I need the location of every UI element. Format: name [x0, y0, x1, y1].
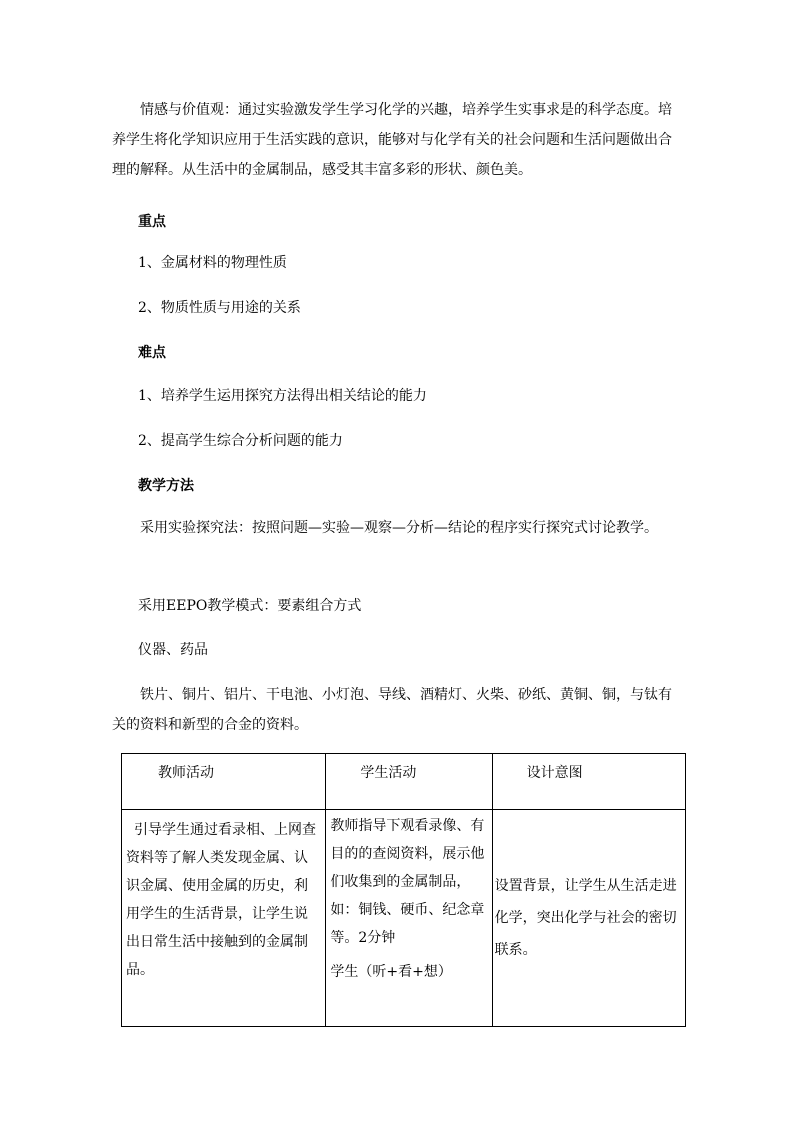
values-paragraph: 情感与价值观：通过实验激发学生学习化学的兴趣，培养学生实事求是的科学态度。培养学生将化学知识应用于生活实践的意识，能够对与化学有关的社会问题和生活问题做出合理的解释。从生活中的金属制品，感受其丰富多彩的形状、颜色美。 — [112, 102, 672, 178]
difficult-points-heading: 难点 — [138, 345, 166, 361]
student-activity-text: 教师指导下观看录像、有目的的查阅资料，展示他们收集到的金属制品，如：铜钱、硬币、纪念章等。2分钟 — [330, 818, 485, 946]
design-intent-text: 设置背景，让学生从生活走进化学，突出化学与社会的密切联系。 — [494, 878, 677, 958]
methods-heading: 教学方法 — [138, 478, 194, 494]
student-activity-cell — [326, 810, 492, 1027]
methods-paragraph-2: 采用EEPO教学模式：要素组合方式 — [138, 598, 362, 614]
table-header-row — [122, 754, 686, 810]
materials-paragraph: 铁片、铜片、铝片、干电池、小灯泡、导线、酒精灯、火柴、砂纸、黄铜、铜，与钛有关的资料和新型的合金的资料。 — [112, 687, 672, 733]
activity-table — [121, 753, 686, 1027]
teacher-activity-cell — [122, 810, 326, 1027]
header-teacher-activity: 教师活动 — [122, 754, 326, 810]
student-activity-note: 学生（听+看+想） — [330, 964, 452, 980]
difficult-point-1: 1、培养学生运用探究方法得出相关结论的能力 — [138, 388, 427, 404]
design-intent-cell — [492, 810, 685, 1027]
table-row — [122, 810, 686, 1027]
key-point-1: 1、金属材料的物理性质 — [138, 255, 287, 271]
teacher-activity-text: 引导学生通过看录相、上网查资料等了解人类发现金属、认识金属、使用金属的历史，利用学生的生活背景，让学生说出日常生活中接触到的金属制品。 — [126, 822, 316, 978]
difficult-point-2: 2、提高学生综合分析问题的能力 — [138, 433, 343, 449]
header-design-intent: 设计意图 — [492, 754, 685, 810]
header-student-activity: 学生活动 — [326, 754, 492, 810]
key-points-heading: 重点 — [138, 214, 166, 230]
key-point-2: 2、物质性质与用途的关系 — [138, 300, 301, 316]
materials-heading: 仪器、药品 — [138, 642, 208, 658]
methods-paragraph-1: 采用实验探究法：按照问题—实验—观察—分析—结论的程序实行探究式讨论教学。 — [140, 520, 658, 536]
